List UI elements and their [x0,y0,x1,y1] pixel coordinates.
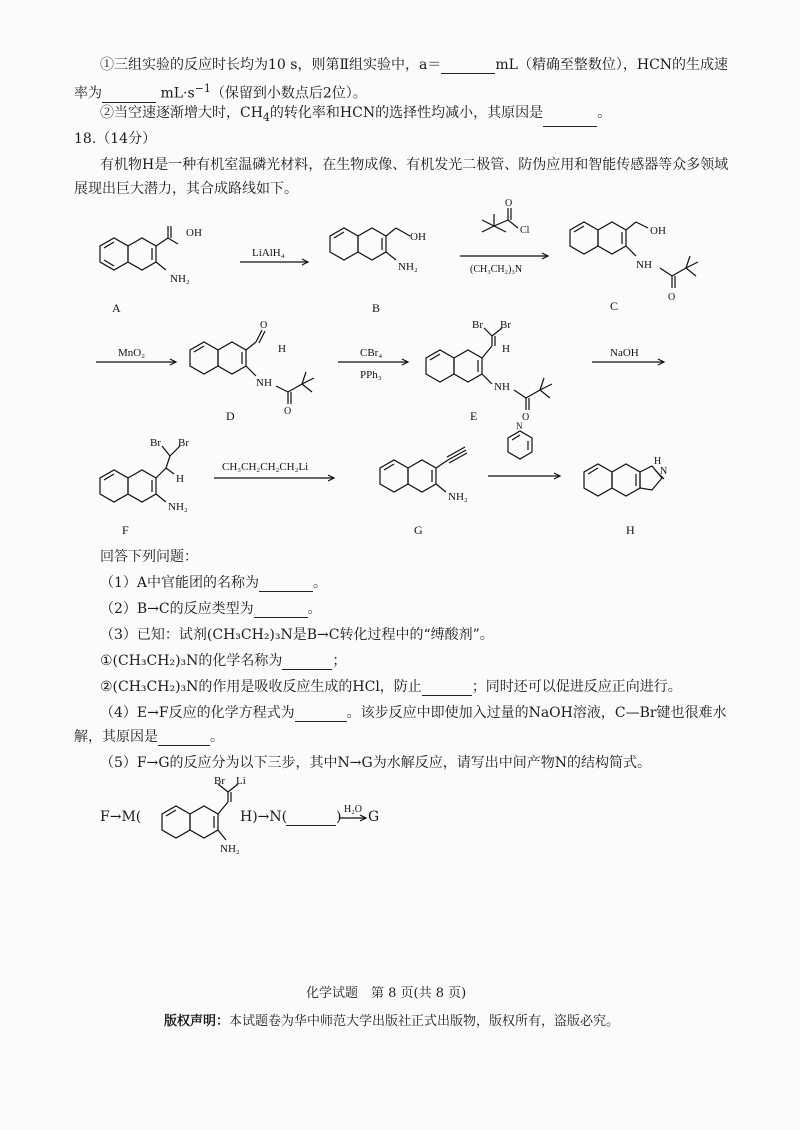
compound-label-g: G [414,523,423,537]
question-3-2 [100,678,682,696]
compound-label-b: B [372,301,381,315]
m-br-label: Br [214,775,225,787]
question-4-text-c: 解，其原因是 [74,729,158,745]
reagent-cbr4: CBr₄ [360,347,383,359]
q17-sub1-d: mL·s [160,85,195,102]
pivcl-o-label: O [505,198,513,209]
q17-sub2-b: 的转化率和HCN的选择性均减小，其原因是 [269,105,544,121]
f-nh2-label: NH₂ [168,501,188,513]
m-nh2-label: NH₂ [220,843,240,855]
e-h-label: H [502,343,510,355]
compound-e-structure [426,328,552,410]
question-2-text: （2）B→C的反应类型为 [100,601,254,617]
answer-blank[interactable] [295,707,347,722]
question-1 [100,574,327,592]
compound-label-h: H [626,523,635,537]
d-nh-label: NH [256,377,272,389]
compound-label-d: D [226,409,235,423]
answer-blank[interactable] [286,811,336,826]
question-2 [100,600,322,618]
question-4-end: 。 [210,729,224,745]
d-o-label: O [260,320,268,331]
reagent-naoh: NaOH [610,347,639,359]
q5-g: G [368,809,380,825]
f-br1-label: Br [150,437,161,449]
question-3-1-text: ①(CH₃CH₂)₃N的化学名称为 [100,653,283,669]
pivcl-cl-label: Cl [520,225,530,236]
compound-d-structure [190,330,314,404]
q17-sub2-sub: 4 [262,110,270,124]
compound-label-e: E [470,409,478,423]
f-br2-label: Br [178,437,189,449]
copyright-text: 本试题卷为华中师范大学出版社正式出版物，版权所有，盗版必究。 [229,1014,620,1029]
question-3: （3）已知：试剂(CH₃CH₂)₃N是B→C转化过程中的“缚酸剂”。 [100,627,494,643]
compound-g-structure [380,447,467,492]
c-oh-label: OH [650,225,666,237]
q17-sub2: ②当空速逐渐增大时，CH [100,105,263,121]
a-nh2-label: NH₂ [170,273,190,285]
b-nh2-label: NH₂ [398,261,418,273]
h-n-label: N [660,466,668,477]
reagent-mno2: MnO₂ [118,347,146,359]
reagent-butyllithium: CH₃CH₂CH₂CH₂Li [222,461,309,473]
question-4-line2 [74,728,224,746]
h-nh-label: H [654,456,662,467]
q18-intro-line1: 有机物H是一种有机室温磷光材料，在生物成像、有机发光二极管、防伪应用和智能传感器等众多领域 [100,157,729,173]
e-br2-label: Br [500,319,511,331]
question-4-line1 [100,704,727,722]
q18-intro-line2: 展现出巨大潜力，其合成路线如下。 [74,181,298,197]
answer-blank[interactable] [254,603,308,618]
intermediate-m-structure [162,784,238,840]
question-2-end: 。 [307,601,322,617]
reagent-pph3: PPh₃ [360,369,382,381]
copyright-notice [164,1010,619,1029]
q17-sub1-e: （保留到小数点后2位）。 [210,85,367,102]
answer-blank[interactable] [282,655,332,670]
g-nh2-label: NH₂ [448,491,468,503]
question-4-text: （4）E→F反应的化学方程式为 [100,705,295,721]
questions-lead: 回答下列问题： [100,549,198,565]
q18-header: 18.（14分） [74,131,157,147]
n-g-h2o-label: H₂O [344,804,362,815]
e-o-label: O [522,412,530,423]
page-number: 化学试题 第 8 页(共 8 页) [306,986,467,1001]
q5-f-to-m: F→M( [100,809,142,825]
compound-a-structure [100,226,178,270]
question-4-text-b: 。该步反应中即使加入过量的NaOH溶液，C—Br键也很难水 [346,705,727,721]
answer-blank[interactable] [259,577,313,592]
question-3-1-end: ； [332,653,347,669]
question-5: （5）F→G的反应分为以下三步，其中N→G为水解反应，请写出中间产物N的结构简式。 [100,755,651,771]
q5-n-answer [286,808,341,826]
m-li-label: Li [236,775,246,787]
compound-label-f: F [122,523,129,537]
d-o2-label: O [284,406,292,417]
compound-label-a: A [112,301,121,315]
reagent-triethylamine: (CH₃CH₂)₃N [470,264,523,275]
q17-sub2-end: 。 [597,105,612,121]
copyright-label: 版权声明： [164,1014,230,1029]
q17-sub1-sup: −1 [194,82,211,95]
q17-sub1-b: mL（精确至整数位），HCN的生成速 [495,57,729,73]
compound-h-structure [584,464,664,496]
compound-c-structure [570,222,698,288]
answer-blank[interactable] [158,731,210,746]
compound-f-structure [100,446,180,502]
c-o-label: O [668,292,676,303]
d-h-label: H [278,343,286,355]
b-oh-label: OH [410,231,426,243]
question-3-2-end: ；同时还可以促进反应正向进行。 [471,679,682,695]
q5-m-to-n: H)→N( [240,809,288,825]
question-3-1 [100,652,346,670]
question-3-2-text: ②(CH₃CH₂)₃N的作用是吸收反应生成的HCl，防止 [100,679,422,695]
compound-label-c: C [610,299,619,313]
question-1-text: （1）A中官能团的名称为 [100,575,260,591]
q5-n-close: ) [336,809,342,825]
f-h-label: H [176,473,184,485]
c-nh-label: NH [636,259,652,271]
compound-b-structure [330,228,410,260]
answer-blank[interactable] [422,681,472,696]
a-oh-label: OH [186,227,202,239]
pyridine-n-label: N [516,421,523,431]
e-br1-label: Br [472,319,483,331]
question-1-end: 。 [313,575,328,591]
q17-sub1-a: ①三组实验的反应时长均为10 s，则第Ⅱ组实验中，a＝ [100,57,442,73]
q17-sub1-c: 率为 [74,85,102,102]
e-nh-label: NH [494,381,510,393]
reagent-lialh4: LiAlH₄ [252,247,285,259]
